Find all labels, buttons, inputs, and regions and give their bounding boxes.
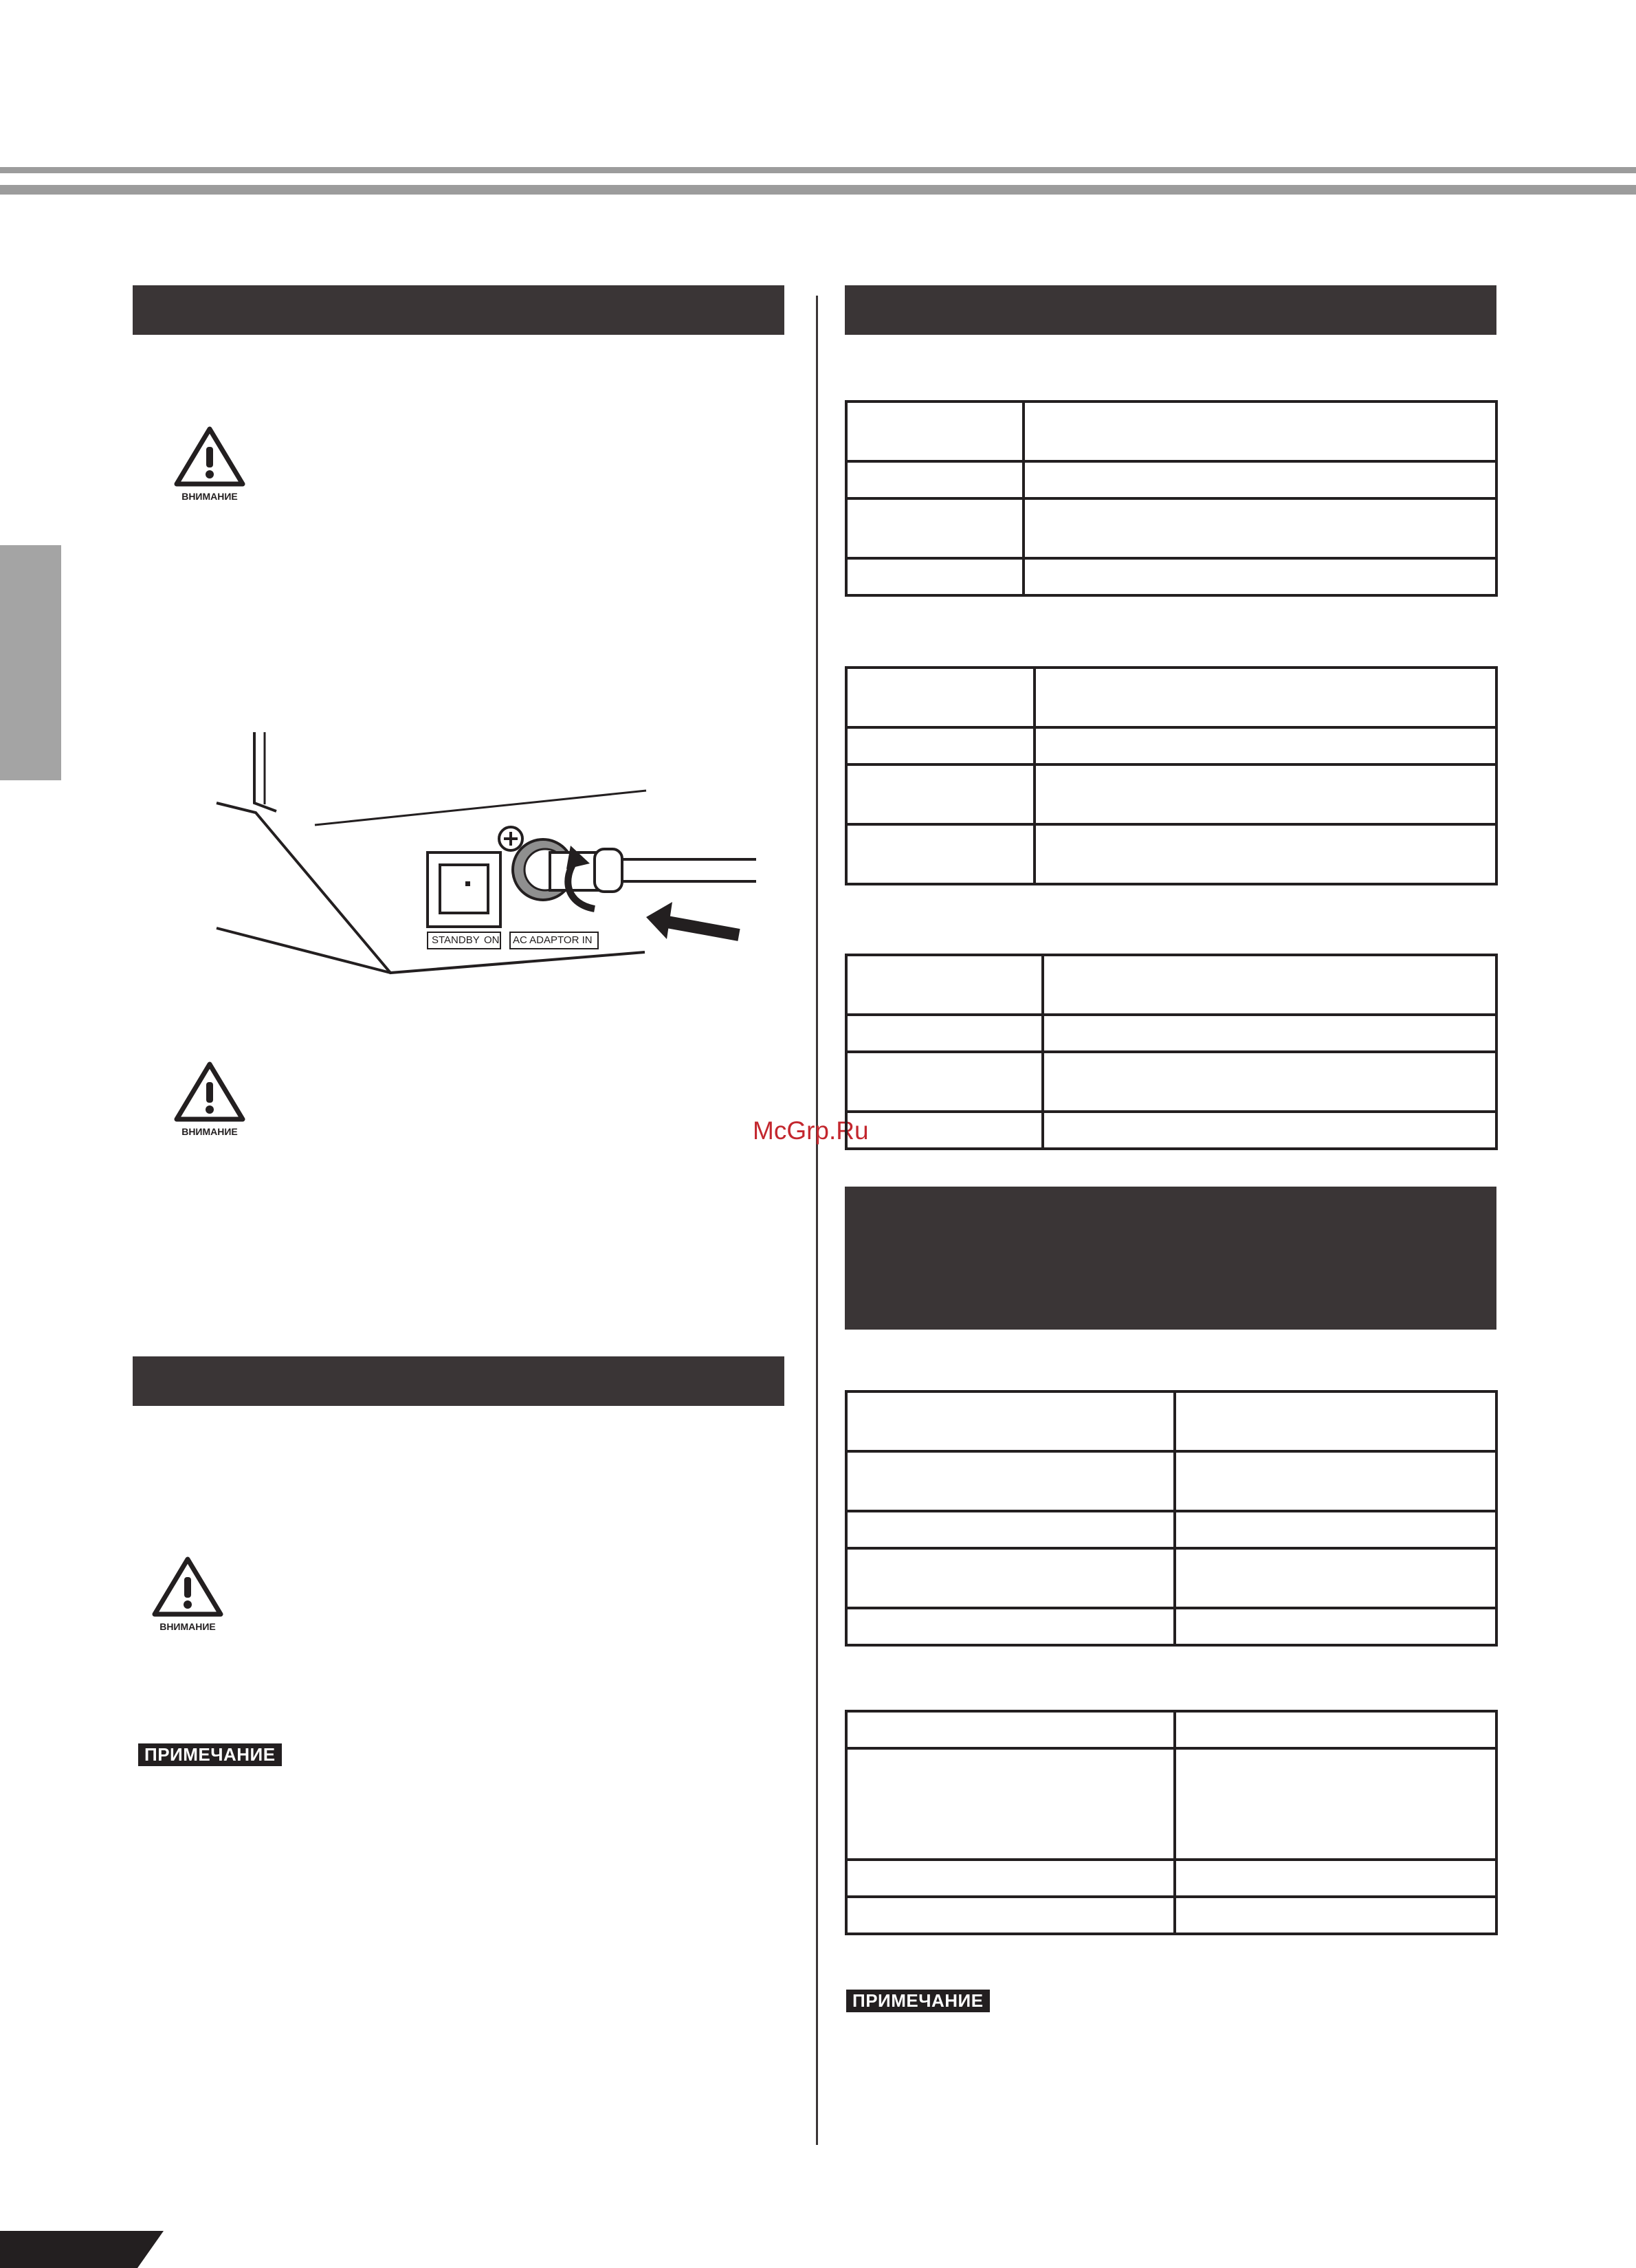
top-rule-thin: [0, 167, 1636, 173]
switch-label-standby: STANDBY: [432, 934, 480, 946]
note-label: ПРИМЕЧАНИЕ: [138, 1743, 282, 1766]
jack-label: AC ADAPTOR IN: [513, 934, 593, 946]
note-badge-left: [138, 1743, 282, 1766]
warning-icon: [150, 1555, 225, 1634]
warning-icon: [172, 425, 247, 504]
column-divider: [816, 296, 818, 2145]
highlight-block: [845, 1187, 1496, 1330]
section-heading-bar-batteries: [133, 1356, 784, 1406]
warning-label: ВНИМАНИЕ: [159, 1621, 216, 1632]
spec-table-2: [845, 666, 1498, 885]
top-rule-thick: [0, 185, 1636, 195]
warning-label: ВНИМАНИЕ: [181, 1126, 238, 1137]
spec-table-3: [845, 954, 1498, 1150]
section-heading-bar-power: [133, 285, 784, 335]
spec-table-5: [845, 1710, 1498, 1935]
watermark: McGrp.Ru: [753, 1116, 869, 1145]
spec-table-1: [845, 400, 1498, 597]
note-badge-right: [846, 1990, 990, 2012]
switch-label-on: ON: [484, 934, 500, 946]
warning-label: ВНИМАНИЕ: [181, 491, 238, 502]
section-heading-bar-right: [845, 285, 1496, 335]
side-tab: [0, 545, 61, 780]
spec-table-4: [845, 1390, 1498, 1647]
note-label: ПРИМЕЧАНИЕ: [846, 1990, 990, 2012]
page-corner-tab: [0, 2231, 165, 2268]
power-adaptor-illustration: [213, 729, 763, 983]
warning-icon: [172, 1060, 247, 1139]
